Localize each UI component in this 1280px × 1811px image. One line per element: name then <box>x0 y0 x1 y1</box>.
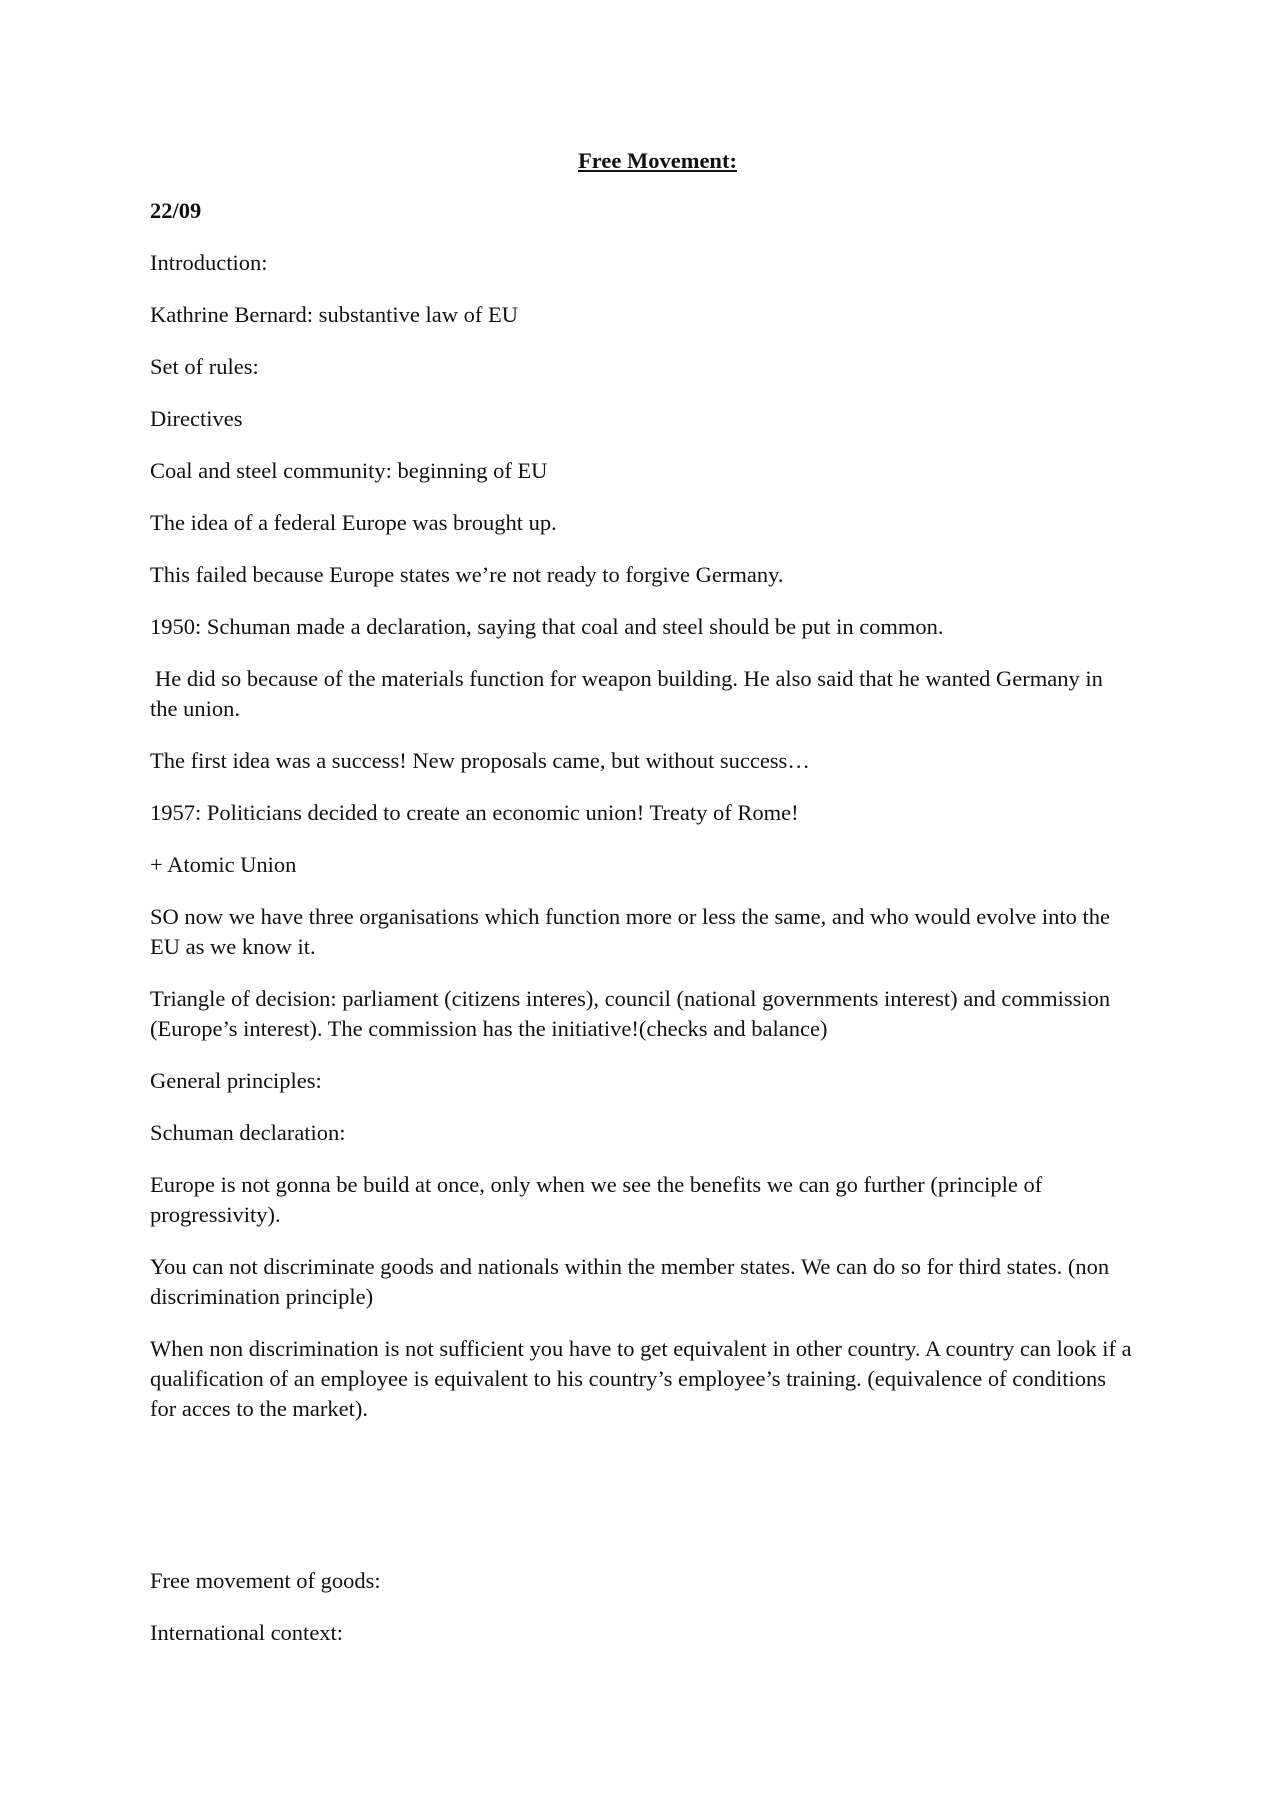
paragraph: SO now we have three organisations which function more or less the same, and who would evolve into the EU as we know it. <box>150 904 1110 959</box>
paragraph: Set of rules: <box>150 354 259 379</box>
paragraph: International context: <box>150 1620 344 1645</box>
paragraph: Triangle of decision: parliament (citizens interes), council (national governments interest) and commission (Europe’s interest). The commission has the initiative!(checks and balance) <box>150 986 1111 1041</box>
paragraph: + Atomic Union <box>150 852 297 877</box>
blank-space <box>150 1446 1135 1566</box>
document-title: Free Movement: <box>578 148 737 173</box>
paragraph: Directives <box>150 406 243 431</box>
paragraph: 1957: Politicians decided to create an economic union! Treaty of Rome! <box>150 800 799 825</box>
document-body <box>150 146 1135 1670</box>
paragraph: General principles: <box>150 1068 322 1093</box>
paragraph: Europe is not gonna be build at once, only when we see the benefits we can go further (principle of progressivity). <box>150 1172 1043 1227</box>
paragraph: He did so because of the materials function for weapon building. He also said that he wanted Germany in the union. <box>150 666 1103 721</box>
paragraph: The idea of a federal Europe was brought up. <box>150 510 557 535</box>
paragraph: When non discrimination is not sufficient you have to get equivalent in other country. A country can look if a qualification of an employee is equivalent to his country’s employee’s training. (equivalence of conditions for acces to the market). <box>150 1336 1132 1421</box>
paragraph: This failed because Europe states we’re not ready to forgive Germany. <box>150 562 784 587</box>
paragraph: You can not discriminate goods and nationals within the member states. We can do so for third states. (non discrimination principle) <box>150 1254 1110 1309</box>
paragraph: 1950: Schuman made a declaration, saying that coal and steel should be put in common. <box>150 614 944 639</box>
paragraph: Schuman declaration: <box>150 1120 346 1145</box>
paragraph: The first idea was a success! New proposals came, but without success… <box>150 748 810 773</box>
paragraph: Free movement of goods: <box>150 1568 381 1593</box>
paragraph: Kathrine Bernard: substantive law of EU <box>150 302 519 327</box>
paragraph: Coal and steel community: beginning of EU <box>150 458 548 483</box>
paragraph: Introduction: <box>150 250 268 275</box>
document-date: 22/09 <box>150 198 202 223</box>
